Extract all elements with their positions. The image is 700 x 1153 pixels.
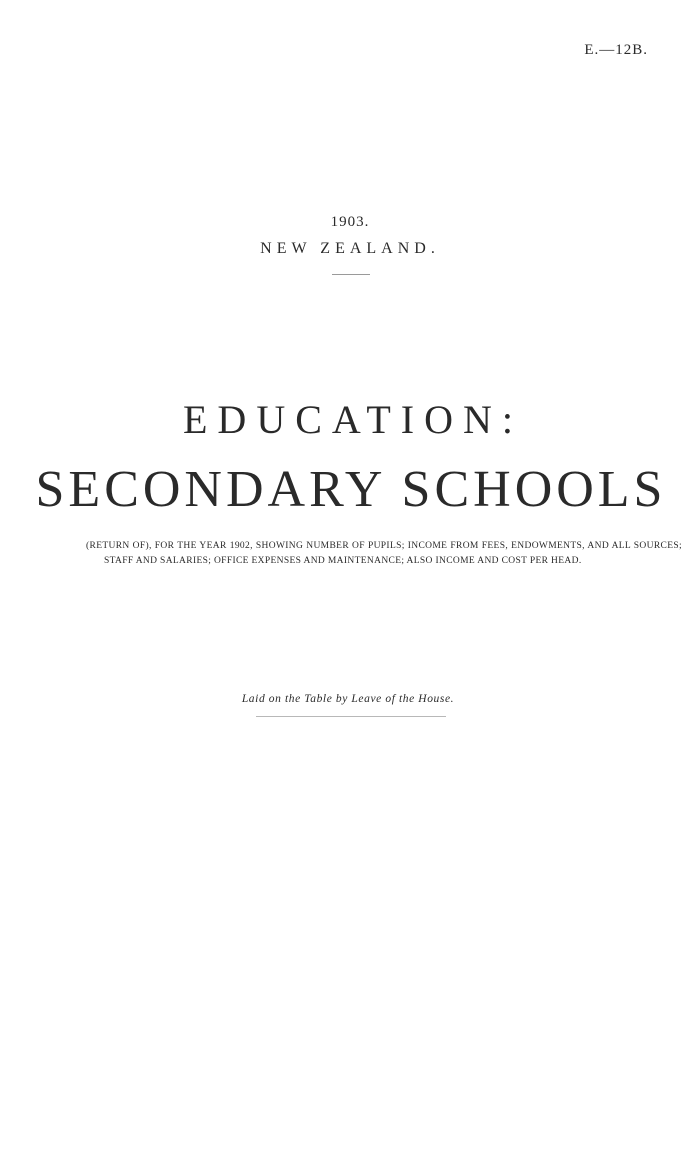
divider-long (256, 716, 446, 717)
laid-on-table-note: Laid on the Table by Leave of the House. (241, 693, 455, 705)
document-subtitle: SECONDARY SCHOOLS (35, 461, 667, 518)
document-description: (RETURN OF), FOR THE YEAR 1902, SHOWING NUMBER OF PUPILS; INCOME FROM FEES, ENDOWMENTS, AND ALL SOURCES; STAFF AND SALARIES; OFFICE EXPENSES AND MAINTENANCE; ALSO INCOME AND COST PER HEAD. (86, 541, 682, 566)
document-country: NEW ZEALAND. (260, 240, 440, 257)
document-reference: E.—12B. (584, 42, 648, 58)
document-year: 1903. (330, 214, 370, 230)
document-title: EDUCATION: (183, 397, 523, 442)
divider-short (332, 274, 370, 275)
